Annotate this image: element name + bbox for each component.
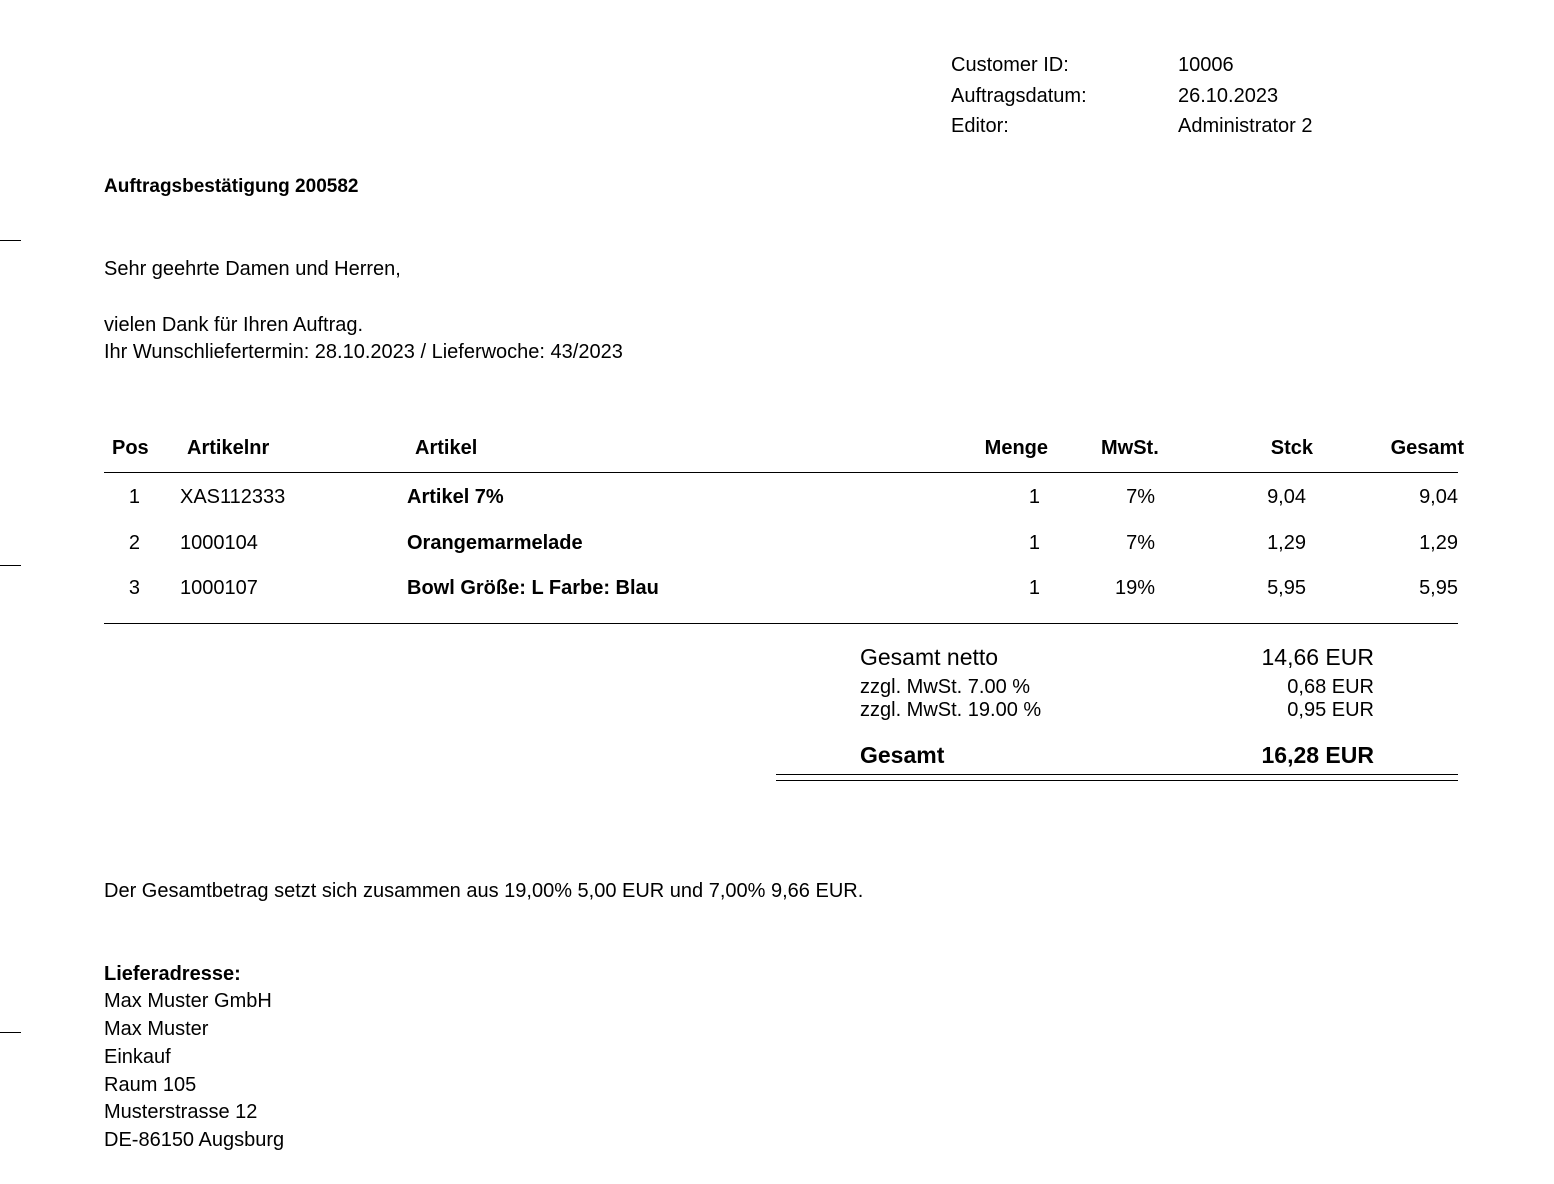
grand-total-label: Gesamt [860,742,945,768]
cell-gesamt: 5,95 [1419,577,1458,599]
cell-artikel: Artikel 7% [407,486,504,508]
fold-mark-top [0,240,21,241]
address-line: Raum 105 [104,1074,197,1096]
table-bottom-divider [104,623,1458,624]
vat-19-label: zzgl. MwSt. 19.00 % [860,699,1042,721]
table-header-divider [104,472,1458,473]
grand-total-value: 16,28 EUR [1261,742,1374,768]
header-stck: Stck [1270,437,1313,459]
vat-7-label: zzgl. MwSt. 7.00 % [860,676,1031,698]
cell-stck: 5,95 [1267,577,1306,599]
cell-artikel: Orangemarmelade [407,532,583,554]
cell-gesamt: 1,29 [1419,532,1458,554]
cell-pos: 1 [128,486,140,508]
cell-gesamt: 9,04 [1419,486,1458,508]
total-double-line-bottom [776,780,1458,781]
address-line: Max Muster [104,1018,209,1040]
header-menge: Menge [984,437,1048,459]
header-gesamt: Gesamt [1390,437,1464,459]
header-pos: Pos [112,437,149,459]
editor-value: Administrator 2 [1178,115,1313,137]
address-line: Max Muster GmbH [104,990,272,1012]
cell-stck: 9,04 [1267,486,1306,508]
intro-line-2: Ihr Wunschliefertermin: 28.10.2023 / Lieferwoche: 43/2023 [104,341,623,363]
editor-label: Editor: [951,115,1009,137]
total-double-line-top [776,774,1458,775]
delivery-heading: Lieferadresse: [104,963,241,985]
net-total-label: Gesamt netto [860,644,999,670]
address-line: Einkauf [104,1046,171,1068]
customer-id-value: 10006 [1178,54,1234,76]
address-line: DE-86150 Augsburg [104,1129,285,1151]
cell-menge: 1 [1028,486,1040,508]
fold-mark-bottom [0,1032,21,1033]
address-line: Musterstrasse 12 [104,1101,258,1123]
order-date-value: 26.10.2023 [1178,85,1279,107]
cell-artikelnr: XAS112333 [180,486,286,508]
order-date-label: Auftragsdatum: [951,85,1087,107]
vat-19-value: 0,95 EUR [1287,699,1374,721]
intro-line-1: vielen Dank für Ihren Auftrag. [104,314,364,336]
vat-7-value: 0,68 EUR [1287,676,1374,698]
fold-mark-middle [0,565,21,566]
cell-menge: 1 [1028,577,1040,599]
cell-pos: 2 [128,532,140,554]
header-artikelnr: Artikelnr [187,437,270,459]
header-artikel: Artikel [415,437,478,459]
cell-menge: 1 [1028,532,1040,554]
cell-pos: 3 [128,577,140,599]
customer-id-label: Customer ID: [951,54,1069,76]
header-mwst: MwSt. [1101,437,1159,459]
cell-artikelnr: 1000104 [180,532,258,554]
document-title: Auftragsbestätigung 200582 [104,176,359,197]
cell-mwst: 7% [1126,532,1155,554]
salutation: Sehr geehrte Damen und Herren, [104,258,401,280]
net-total-value: 14,66 EUR [1261,644,1374,670]
cell-artikelnr: 1000107 [180,577,258,599]
cell-stck: 1,29 [1267,532,1306,554]
cell-mwst: 7% [1126,486,1155,508]
cell-mwst: 19% [1114,577,1155,599]
vat-breakdown-note: Der Gesamtbetrag setzt sich zusammen aus 19,00% 5,00 EUR und 7,00% 9,66 EUR. [104,880,864,902]
cell-artikel: Bowl Größe: L Farbe: Blau [407,577,659,599]
